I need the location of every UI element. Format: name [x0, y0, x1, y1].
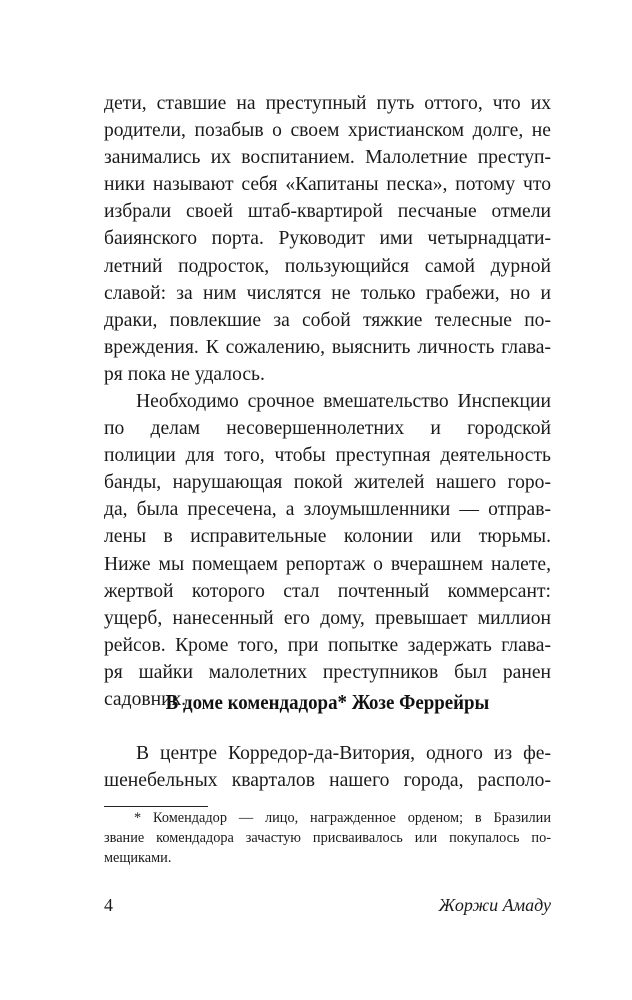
footnote-divider	[104, 806, 208, 807]
text-line: по делам несовершеннолетних и городской	[104, 418, 551, 440]
text-line: ники называют себя «Капитаны песка», потому что	[104, 174, 551, 196]
text-line: избрали своей штаб-квартирой песчаные отмели	[104, 201, 551, 223]
text-line: ря шайки малолетних преступников был ранен	[104, 661, 551, 683]
text-line: родители, позабыв о своем христианском долге, не	[104, 120, 551, 142]
text-line: дети, ставшие на преступный путь оттого, что их	[104, 93, 551, 114]
footnote-line: * Комендадор — лицо, награжденное орденом; в Бразилии	[134, 810, 551, 826]
text-line: лены в исправительные колонии или тюрьмы.	[104, 526, 551, 548]
text-line: В центре Корредор-да-Витория, одного из фе-	[136, 743, 551, 764]
text-line: баиянского порта. Руководит ими четырнадцати-	[104, 228, 551, 250]
text-line: да, была пресечена, а злоумышленники — отправ-	[104, 499, 551, 521]
text-line: ущерб, нанесенный его дому, превышает миллион	[104, 607, 551, 629]
running-footer-author: Жоржи Амаду	[438, 895, 551, 915]
footnote	[104, 808, 551, 868]
text-line: жертвой которого стал почтенный коммерсант:	[104, 580, 551, 602]
footnote-line: мещиками.	[104, 850, 172, 866]
text-line: Ниже мы помещаем репортаж о вчерашнем налете,	[104, 553, 551, 575]
paragraph-3	[104, 740, 551, 794]
text-line: банды, нарушающая покой жителей нашего горо-	[104, 472, 551, 494]
text-line: вреждения. К сожалению, выяснить личность глава-	[104, 336, 551, 358]
text-line: ря пока не удалось.	[104, 363, 265, 385]
text-line: садовник.	[104, 689, 187, 711]
text-line: Необходимо срочное вмешательство Инспекции	[136, 391, 551, 412]
paragraph-1	[104, 90, 551, 388]
paragraph-2	[104, 388, 551, 713]
text-line: рейсов. Кроме того, при попытке задержать глава-	[104, 634, 551, 656]
text-line: драки, повлекшие за собой тяжкие телесные по-	[104, 309, 551, 331]
text-line: шенебельных кварталов нашего города, располо-	[104, 770, 551, 792]
section-heading: В доме комендадора* Жозе Феррейры	[165, 690, 490, 714]
footnote-line: звание комендадора зачастую присваивалось или покупалось по-	[104, 830, 551, 846]
text-line: летний подросток, пользующийся самой дурной	[104, 255, 551, 277]
page-number: 4	[104, 895, 113, 915]
text-line: славой: за ним числятся не только грабежи, но и	[104, 282, 551, 304]
text-line: полиции для того, чтобы преступная деятельность	[104, 445, 551, 467]
text-line: занимались их воспитанием. Малолетние преступ-	[104, 147, 551, 169]
